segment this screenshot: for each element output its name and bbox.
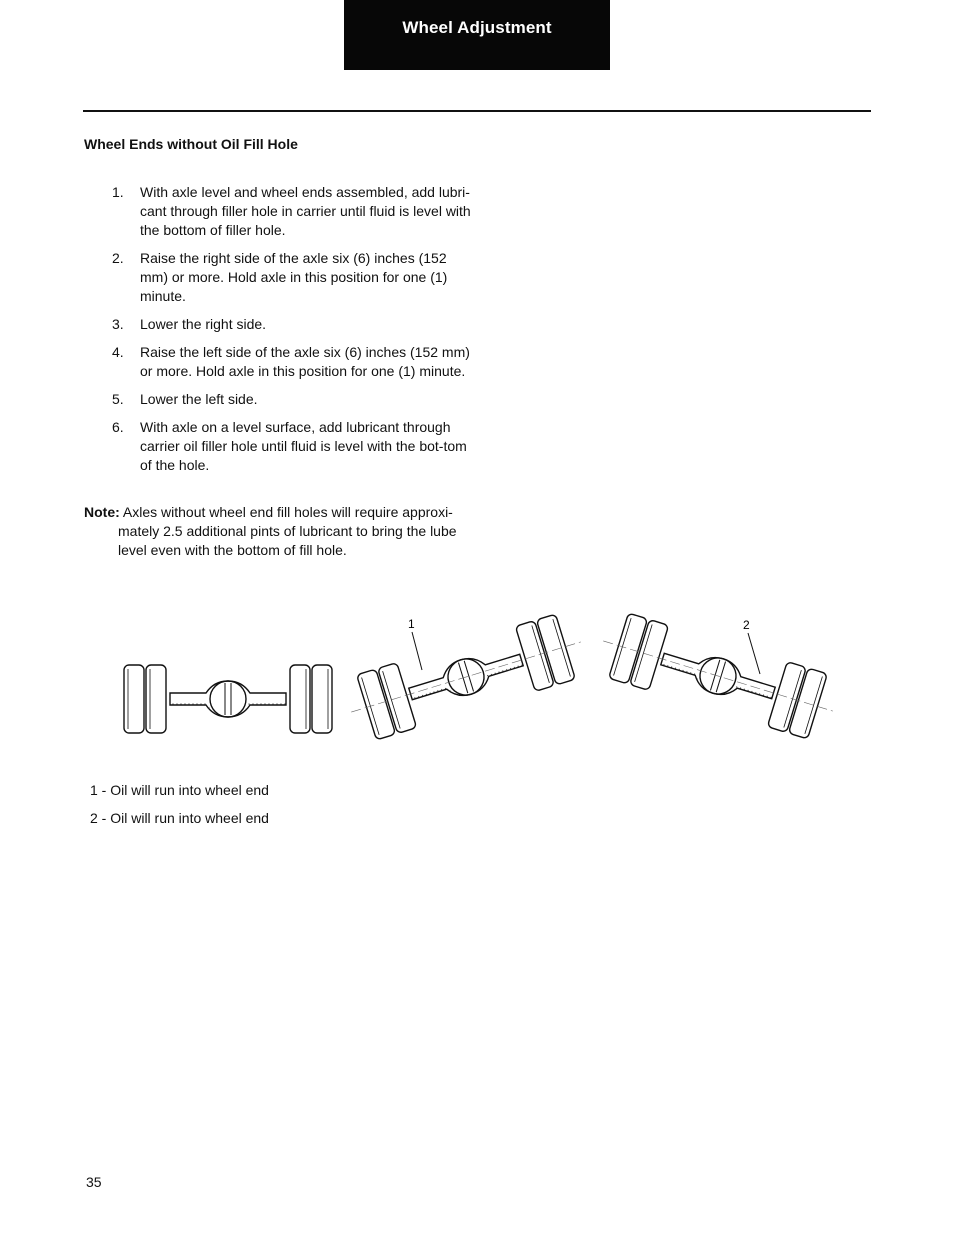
section-title: Wheel Ends without Oil Fill Hole bbox=[84, 136, 298, 152]
callout-1: 1 bbox=[408, 617, 415, 631]
legend-item: 2 - Oil will run into wheel end bbox=[90, 810, 269, 826]
note-label: Note: bbox=[84, 504, 120, 520]
axle-tilted-right-drawing bbox=[341, 609, 590, 744]
header-rule bbox=[83, 110, 871, 112]
axle-tilt-figure bbox=[100, 600, 860, 750]
figure-legend bbox=[90, 776, 269, 832]
axle-tilted-left-drawing bbox=[593, 608, 842, 743]
step-item: 2. Raise the right side of the axle six (6) inches (152 mm) or more. Hold axle in this position for one (1) minute. bbox=[112, 250, 448, 304]
page-number: 35 bbox=[86, 1174, 102, 1190]
note-paragraph bbox=[84, 503, 464, 560]
axle-illustration bbox=[100, 600, 860, 750]
page-header-title: Wheel Adjustment bbox=[402, 18, 552, 37]
procedure-steps bbox=[112, 183, 472, 484]
header-tab bbox=[344, 0, 610, 70]
note-text: Axles without wheel end fill holes will require approxi-mately 2.5 additional pints of lubricant to bring the lube level even with the bottom of fill hole. bbox=[118, 504, 457, 558]
step-item: 5. Lower the left side. bbox=[112, 391, 258, 407]
callout-2: 2 bbox=[743, 618, 750, 632]
step-item: 1. With axle level and wheel ends assembled, add lubri-cant through filler hole in carrier until fluid is level with the bottom of filler hole. bbox=[112, 184, 471, 238]
step-item: 6. With axle on a level surface, add lubricant through carrier oil filler hole until fluid is level with the bot-tom of the hole. bbox=[112, 419, 467, 473]
callout-1-leader bbox=[412, 632, 422, 670]
legend-item: 1 - Oil will run into wheel end bbox=[90, 782, 269, 798]
axle-level-drawing bbox=[124, 665, 332, 733]
step-item: 3. Lower the right side. bbox=[112, 316, 267, 332]
callout-2-leader bbox=[748, 633, 760, 674]
step-item: 4. Raise the left side of the axle six (6) inches (152 mm) or more. Hold axle in this position for one (1) minute. bbox=[112, 344, 470, 379]
